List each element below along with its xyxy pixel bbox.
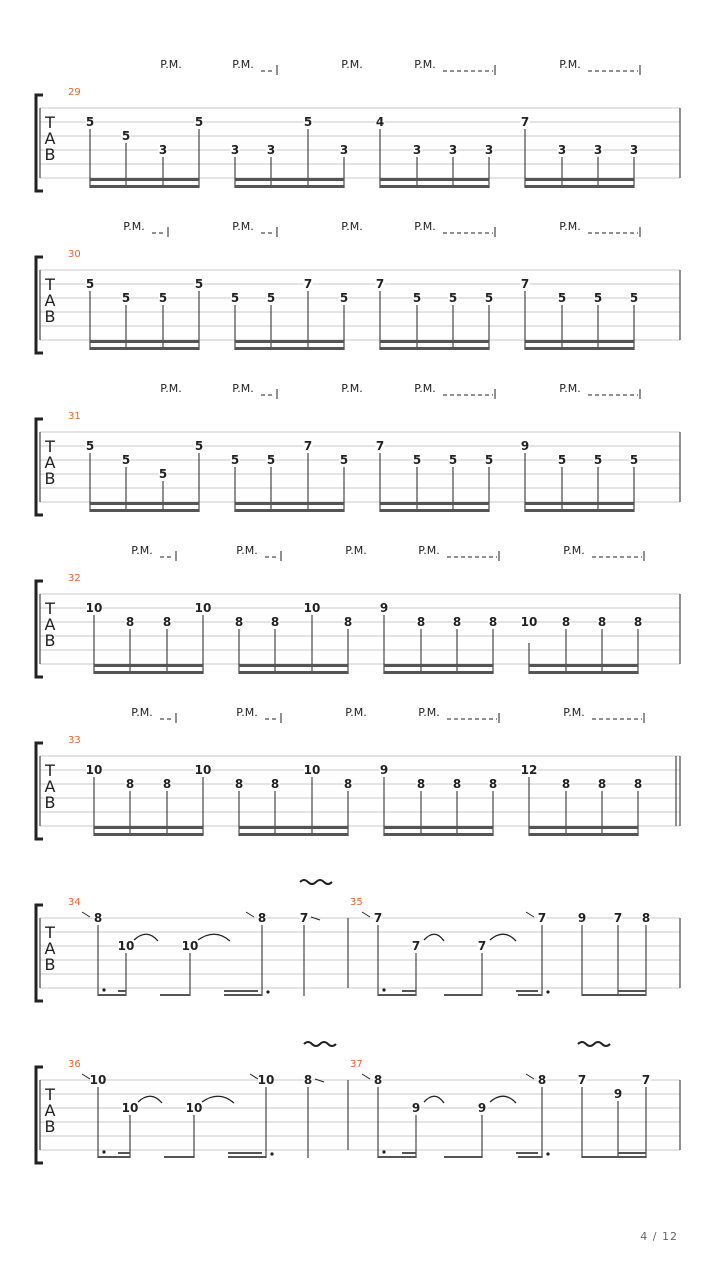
beam-secondary — [380, 347, 489, 350]
palm-mute-label: P.M. — [236, 706, 258, 719]
palm-mute-label: P.M. — [345, 706, 367, 719]
fret-number: 8 — [125, 615, 135, 629]
fret-number: 8 — [452, 615, 462, 629]
tab-clef-letter: B — [44, 955, 56, 974]
beam-primary — [235, 340, 344, 343]
fret-number: 8 — [641, 911, 651, 925]
fret-number: 5 — [339, 291, 349, 305]
slide-in — [82, 912, 90, 917]
palm-mute-label: P.M. — [160, 382, 182, 395]
beam-primary — [90, 178, 199, 181]
tab-clef-letter: B — [44, 631, 56, 650]
tab-clef-letter: T — [45, 761, 55, 780]
beam-secondary — [90, 347, 199, 350]
fret-number: 5 — [557, 453, 567, 467]
measure-number: 31 — [68, 411, 81, 422]
fret-number: 5 — [85, 277, 95, 291]
dot — [266, 990, 269, 993]
fret-number: 7 — [477, 939, 487, 953]
palm-mute-label: P.M. — [341, 58, 363, 71]
hammer-arc — [134, 934, 158, 941]
fret-number: 7 — [537, 911, 547, 925]
fret-number: 5 — [194, 277, 204, 291]
fret-number: 5 — [629, 453, 639, 467]
fret-number: 5 — [121, 129, 131, 143]
slide-in — [246, 912, 254, 917]
beam — [224, 990, 258, 992]
fret-number: 5 — [412, 453, 422, 467]
beam — [164, 1156, 194, 1158]
beam-secondary — [90, 509, 199, 512]
beam-secondary — [380, 185, 489, 188]
fret-number: 5 — [339, 453, 349, 467]
beam-primary — [525, 178, 634, 181]
palm-mute-label: P.M. — [563, 706, 585, 719]
fret-number: 8 — [234, 615, 244, 629]
palm-mute-label: P.M. — [160, 58, 182, 71]
fret-number: 3 — [412, 143, 422, 157]
beam-primary — [380, 502, 489, 505]
fret-number: 8 — [234, 777, 244, 791]
vibrato-symbol — [578, 1042, 610, 1046]
beam — [618, 1152, 646, 1154]
slide-in — [526, 1074, 534, 1079]
fret-number: 10 — [85, 763, 103, 777]
fret-number: 7 — [577, 1073, 587, 1087]
beam-secondary — [94, 833, 203, 836]
fret-number: 8 — [633, 777, 643, 791]
fret-number: 10 — [85, 601, 103, 615]
beam — [518, 1156, 542, 1158]
fret-number: 5 — [484, 453, 494, 467]
tab-clef-letter: T — [45, 599, 55, 618]
fret-number: 8 — [633, 615, 643, 629]
fret-number: 8 — [270, 777, 280, 791]
hammer-arc — [138, 1096, 162, 1103]
fret-number: 5 — [85, 439, 95, 453]
beam-secondary — [94, 671, 203, 674]
fret-number: 8 — [561, 777, 571, 791]
fret-number: 8 — [416, 615, 426, 629]
fret-number: 8 — [452, 777, 462, 791]
beam — [518, 994, 542, 996]
fret-number: 10 — [303, 601, 321, 615]
fret-number: 3 — [448, 143, 458, 157]
fret-number: 3 — [557, 143, 567, 157]
measure-number: 37 — [350, 1059, 363, 1070]
fret-number: 7 — [375, 277, 385, 291]
beam — [582, 1156, 646, 1158]
fret-number: 8 — [597, 615, 607, 629]
fret-number: 3 — [158, 143, 168, 157]
fret-number: 5 — [448, 453, 458, 467]
fret-number: 5 — [194, 115, 204, 129]
beam-primary — [235, 502, 344, 505]
palm-mute-label: P.M. — [131, 706, 153, 719]
palm-mute-label: P.M. — [345, 544, 367, 557]
fret-number: 8 — [537, 1073, 547, 1087]
fret-number: 10 — [89, 1073, 107, 1087]
fret-number: 10 — [303, 763, 321, 777]
fret-number: 5 — [412, 291, 422, 305]
fret-number: 5 — [121, 453, 131, 467]
fret-number: 5 — [158, 291, 168, 305]
fret-number: 5 — [593, 291, 603, 305]
measure-number: 34 — [68, 897, 81, 908]
beam — [228, 1156, 266, 1158]
beam-primary — [529, 826, 638, 829]
fret-number: 7 — [375, 439, 385, 453]
fret-number: 9 — [577, 911, 587, 925]
beam-primary — [384, 664, 493, 667]
beam-primary — [90, 502, 199, 505]
tab-clef-letter: A — [44, 1101, 56, 1120]
beam — [378, 1156, 416, 1158]
palm-mute-label: P.M. — [232, 58, 254, 71]
fret-number: 7 — [299, 911, 309, 925]
tab-clef-letter: A — [44, 615, 56, 634]
fret-number: 3 — [484, 143, 494, 157]
tab-clef-letter: T — [45, 1085, 55, 1104]
beam — [98, 1156, 130, 1158]
fret-number: 3 — [230, 143, 240, 157]
fret-number: 8 — [488, 777, 498, 791]
measure-number: 29 — [68, 87, 81, 98]
palm-mute-label: P.M. — [418, 706, 440, 719]
fret-number: 7 — [641, 1073, 651, 1087]
tab-clef-letter: T — [45, 437, 55, 456]
tab-clef-letter: A — [44, 453, 56, 472]
fret-number: 7 — [520, 277, 530, 291]
fret-number: 4 — [375, 115, 385, 129]
palm-mute-label: P.M. — [414, 220, 436, 233]
beam-secondary — [384, 671, 493, 674]
beam-secondary — [525, 509, 634, 512]
hammer-arc — [424, 934, 444, 941]
tab-clef-letter: A — [44, 777, 56, 796]
beam-secondary — [525, 347, 634, 350]
palm-mute-label: P.M. — [414, 382, 436, 395]
fret-number: 8 — [416, 777, 426, 791]
fret-number: 5 — [266, 453, 276, 467]
beam-primary — [239, 826, 348, 829]
beam-secondary — [384, 833, 493, 836]
tab-clef-letter: B — [44, 793, 56, 812]
dot — [270, 1152, 273, 1155]
beam-secondary — [90, 185, 199, 188]
tab-clef-letter: T — [45, 113, 55, 132]
tab-clef-letter: T — [45, 275, 55, 294]
fret-number: 5 — [557, 291, 567, 305]
palm-mute-label: P.M. — [418, 544, 440, 557]
fret-number: 5 — [303, 115, 313, 129]
palm-mute-label: P.M. — [563, 544, 585, 557]
fret-number: 8 — [373, 1073, 383, 1087]
measure-number: 30 — [68, 249, 81, 260]
fret-number: 8 — [561, 615, 571, 629]
beam — [402, 1152, 416, 1154]
palm-mute-label: P.M. — [559, 58, 581, 71]
palm-mute-label: P.M. — [232, 220, 254, 233]
beam-primary — [525, 502, 634, 505]
fret-number: 5 — [629, 291, 639, 305]
palm-mute-label: P.M. — [232, 382, 254, 395]
beam-primary — [529, 664, 638, 667]
beam — [118, 1152, 130, 1154]
fret-number: 12 — [520, 763, 538, 777]
fret-number: 10 — [185, 1101, 203, 1115]
beam — [118, 990, 126, 992]
measure-number: 32 — [68, 573, 81, 584]
fret-number: 9 — [613, 1087, 623, 1101]
palm-mute-label: P.M. — [559, 220, 581, 233]
fret-number: 10 — [520, 615, 538, 629]
beam-secondary — [239, 833, 348, 836]
tab-clef-letter: A — [44, 291, 56, 310]
vibrato-symbol — [300, 880, 332, 884]
fret-number: 9 — [379, 601, 389, 615]
fret-number: 5 — [158, 467, 168, 481]
dot — [546, 1152, 549, 1155]
dot — [102, 988, 105, 991]
beam-secondary — [235, 185, 344, 188]
palm-mute-label: P.M. — [559, 382, 581, 395]
measure-number: 33 — [68, 735, 81, 746]
tab-clef-letter: T — [45, 923, 55, 942]
fret-number: 9 — [477, 1101, 487, 1115]
beam-secondary — [529, 671, 638, 674]
beam-primary — [90, 340, 199, 343]
beam — [444, 994, 482, 996]
fret-number: 8 — [270, 615, 280, 629]
fret-number: 3 — [266, 143, 276, 157]
fret-number: 10 — [121, 1101, 139, 1115]
measure-number: 35 — [350, 897, 363, 908]
fret-number: 8 — [162, 777, 172, 791]
beam-primary — [235, 178, 344, 181]
fret-number: 3 — [339, 143, 349, 157]
dot — [382, 988, 385, 991]
beam-primary — [525, 340, 634, 343]
hammer-arc — [198, 934, 230, 941]
tab-clef-letter: B — [44, 1117, 56, 1136]
beam-secondary — [525, 185, 634, 188]
tab-clef-letter: B — [44, 307, 56, 326]
fret-number: 7 — [520, 115, 530, 129]
fret-number: 8 — [162, 615, 172, 629]
hammer-arc — [424, 1096, 444, 1103]
beam — [618, 990, 646, 992]
fret-number: 10 — [257, 1073, 275, 1087]
beam — [228, 1152, 262, 1154]
fret-number: 9 — [411, 1101, 421, 1115]
vibrato-symbol — [304, 1042, 336, 1046]
fret-number: 5 — [593, 453, 603, 467]
dot — [382, 1150, 385, 1153]
beam-secondary — [235, 509, 344, 512]
hammer-arc — [202, 1096, 234, 1103]
fret-number: 10 — [194, 763, 212, 777]
fret-number: 8 — [93, 911, 103, 925]
fret-number: 3 — [629, 143, 639, 157]
measure-number: 36 — [68, 1059, 81, 1070]
fret-number: 5 — [121, 291, 131, 305]
slide-in — [526, 912, 534, 917]
palm-mute-label: P.M. — [236, 544, 258, 557]
fret-number: 7 — [411, 939, 421, 953]
fret-number: 5 — [266, 291, 276, 305]
beam-secondary — [239, 671, 348, 674]
fret-number: 10 — [117, 939, 135, 953]
fret-number: 8 — [303, 1073, 313, 1087]
fret-number: 8 — [488, 615, 498, 629]
tab-clef-letter: B — [44, 145, 56, 164]
beam — [160, 994, 190, 996]
palm-mute-label: P.M. — [341, 220, 363, 233]
beam-secondary — [380, 509, 489, 512]
beam-primary — [94, 664, 203, 667]
fret-number: 3 — [593, 143, 603, 157]
fret-number: 5 — [85, 115, 95, 129]
beam-secondary — [235, 347, 344, 350]
fret-number: 10 — [181, 939, 199, 953]
tab-clef-letter: A — [44, 129, 56, 148]
hammer-arc — [490, 934, 516, 941]
beam — [224, 994, 262, 996]
hammer-arc — [490, 1096, 516, 1103]
beam — [98, 994, 126, 996]
beam-primary — [380, 178, 489, 181]
palm-mute-label: P.M. — [414, 58, 436, 71]
beam — [402, 990, 416, 992]
fret-number: 7 — [303, 277, 313, 291]
page-number: 4 / 12 — [640, 1230, 678, 1243]
palm-mute-label: P.M. — [131, 544, 153, 557]
beam-primary — [94, 826, 203, 829]
slide-in — [362, 1074, 370, 1079]
beam-secondary — [529, 833, 638, 836]
fret-number: 8 — [343, 777, 353, 791]
dot — [546, 990, 549, 993]
fret-number: 9 — [520, 439, 530, 453]
tab-clef-letter: B — [44, 469, 56, 488]
dot — [102, 1150, 105, 1153]
fret-number: 8 — [125, 777, 135, 791]
fret-number: 5 — [448, 291, 458, 305]
fret-number: 8 — [597, 777, 607, 791]
fret-number: 8 — [343, 615, 353, 629]
fret-number: 5 — [484, 291, 494, 305]
fret-number: 7 — [303, 439, 313, 453]
palm-mute-label: P.M. — [341, 382, 363, 395]
beam — [516, 1152, 538, 1154]
beam — [378, 994, 416, 996]
fret-number: 7 — [613, 911, 623, 925]
slide-in — [362, 912, 370, 917]
fret-number: 5 — [230, 291, 240, 305]
beam-primary — [380, 340, 489, 343]
fret-number: 8 — [257, 911, 267, 925]
fret-number: 5 — [230, 453, 240, 467]
fret-number: 9 — [379, 763, 389, 777]
tab-clef-letter: A — [44, 939, 56, 958]
palm-mute-label: P.M. — [123, 220, 145, 233]
beam — [582, 994, 646, 996]
fret-number: 10 — [194, 601, 212, 615]
beam-primary — [384, 826, 493, 829]
fret-number: 7 — [373, 911, 383, 925]
beam — [444, 1156, 482, 1158]
beam — [516, 990, 538, 992]
fret-number: 5 — [194, 439, 204, 453]
beam-primary — [239, 664, 348, 667]
